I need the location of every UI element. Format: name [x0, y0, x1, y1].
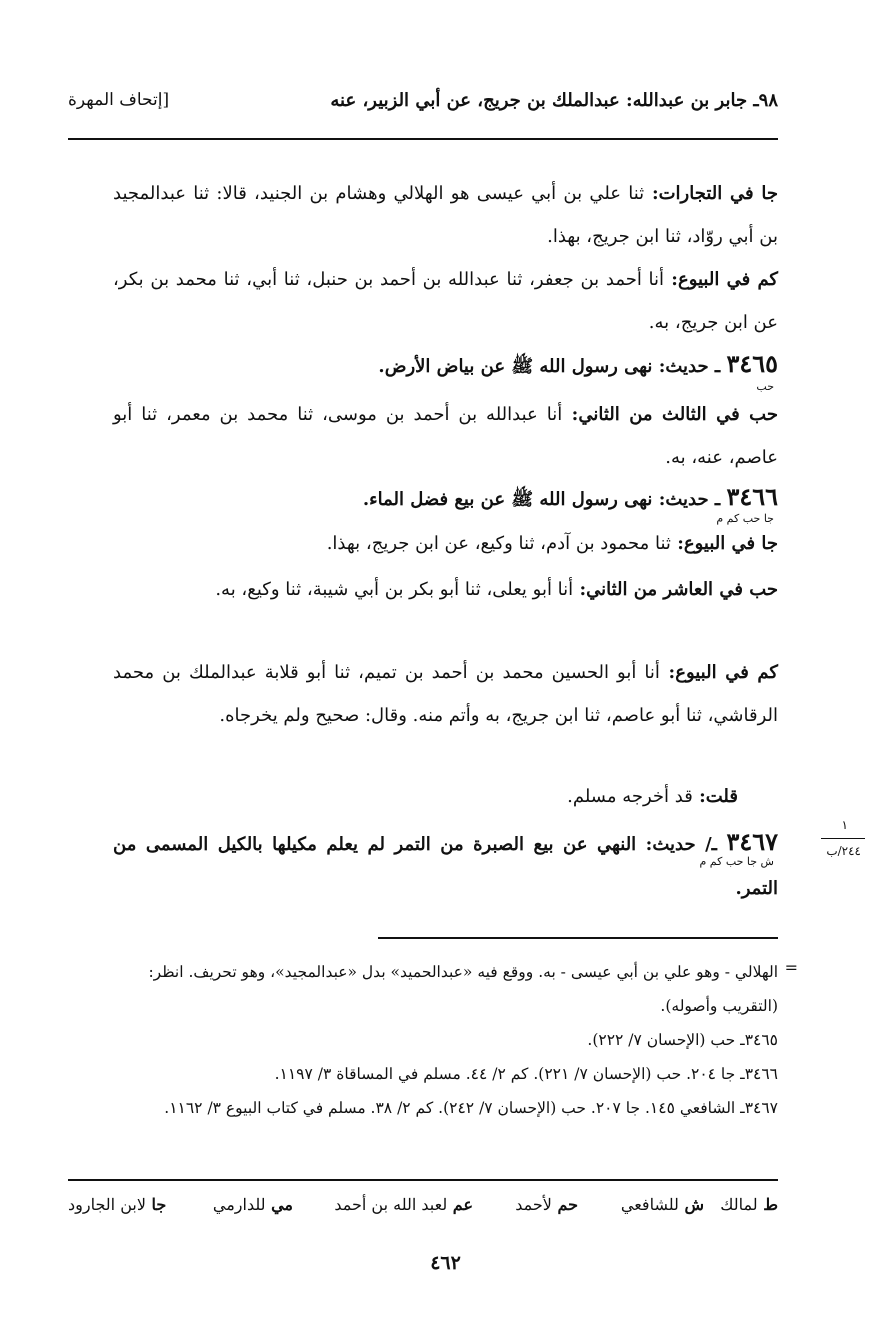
hadith-sources: جا حب كم م [716, 512, 774, 525]
abbr-code: ط [763, 1195, 778, 1214]
hadith-sources: حب [756, 380, 774, 393]
abbr-shafii [621, 1195, 704, 1214]
abbr-name: للدارمي [212, 1195, 266, 1214]
running-header-book: [إتحاف المهرة [68, 90, 170, 110]
hadith-heading-3467 [113, 820, 778, 911]
abbr-ahmad [515, 1195, 578, 1214]
page-number: ٤٦٢ [430, 1252, 461, 1274]
abbr-jarud [68, 1195, 166, 1214]
paragraph-text: أنا عبدالله بن أحمد بن موسى، ثنا محمد بن معمر، ثنا أبو عاصم، عنه، به. [113, 404, 778, 468]
running-header-title: ٩٨ـ جابر بن عبدالله: عبدالملك بن جريج، عن أبي الزبير، عنه [330, 90, 778, 111]
footnote-3465: ٣٤٦٥ـ حب (الإحسان ٧/ ٢٢٢). [587, 1031, 778, 1049]
source-lead: حب في العاشر من الثاني: [573, 579, 778, 600]
footnote-continuation-mark: = [784, 958, 798, 977]
hadith-title: ـ/ حديث: النهي عن بيع الصبرة من التمر لم يعلم مكيلها بالكيل المسمى من التمر. [113, 834, 778, 899]
abbr-name: لعبد الله بن أحمد [334, 1195, 448, 1214]
source-lead: كم في البيوع: [664, 269, 778, 290]
paragraph-text: ثنا محمود بن آدم، ثنا وكيع، عن ابن جريج، بهذا. [326, 533, 671, 554]
source-lead: كم في البيوع: [659, 662, 778, 683]
abbr-code: حم [557, 1195, 578, 1214]
paragraph-text: أنا أحمد بن جعفر، ثنا عبدالله بن أحمد بن حنبل، ثنا أبي، ثنا محمد بن بكر، عن ابن جريج، به. [113, 269, 778, 333]
abbr-code: جا [151, 1195, 167, 1214]
abbr-darimi [213, 1195, 293, 1214]
footnote-3467: ٣٤٦٧ـ الشافعي ١٤٥. جا ٢٠٧. حب (الإحسان ٧/ ٢٤٢). كم ٢/ ٣٨. مسلم في كتاب البيوع ٣/ ١١٦٢. [164, 1099, 778, 1117]
source-lead: جا في التجارات: [644, 183, 779, 204]
paragraph-1 [113, 172, 778, 258]
abbr-malik [720, 1195, 778, 1214]
hadith-number: ٣٤٦٥ [726, 349, 778, 378]
abbr-name: لمالك [720, 1195, 758, 1214]
hadith-number: ٣٤٦٧ [726, 827, 778, 856]
source-lead: جا في البيوع: [670, 533, 778, 554]
hadith-title: ـ حديث: نهى رسول الله ﷺ عن بياض الأرض. [378, 356, 721, 377]
paragraph-2 [113, 258, 778, 344]
paragraph-6 [113, 651, 778, 737]
margin-ref-rule [821, 838, 865, 839]
paragraph-7 [113, 775, 738, 818]
paragraph-text: أنا أبو الحسين محمد بن أحمد بن تميم، ثنا أبو قلابة عبدالملك بن محمد الرقاشي، ثنا أبو عاصم، ثنا ابن جريج، به وأتم منه. وقال: صحيح ولم يخرجاه. [113, 662, 778, 726]
paragraph-text: ثنا علي بن أبي عيسى هو الهلالي وهشام بن الجنيد، قالا: ثنا عبدالمجيد بن أبي روّاد، ثنا ابن جريج، بهذا. [113, 183, 778, 247]
abbr-code: ش [684, 1195, 704, 1214]
abbr-abdullah [334, 1195, 473, 1214]
paragraph-5 [113, 568, 778, 611]
footnote-rule [378, 937, 778, 939]
abbreviations-rule [68, 1179, 778, 1181]
source-lead: حب في الثالث من الثاني: [562, 404, 778, 425]
abbr-name: للشافعي [620, 1195, 679, 1214]
hadith-heading-3465 [378, 344, 778, 387]
paragraph-text: أنا أبو يعلى، ثنا أبو بكر بن أبي شيبة، ثنا وكيع، به. [215, 579, 574, 600]
footnote-0: الهلالي - وهو علي بن أبي عيسى - به. ووقع فيه «عبدالحميد» بدل «عبدالمجيد»، وهو تحريف. انظر: (التقريب وأصوله). [148, 963, 778, 1015]
hadith-title: ـ حديث: نهى رسول الله ﷺ عن بيع فضل الماء. [362, 489, 721, 510]
header-rule [68, 138, 778, 140]
paragraph-4 [113, 522, 778, 565]
abbr-code: مي [271, 1195, 293, 1214]
footnote-3466: ٣٤٦٦ـ جا ٢٠٤. حب (الإحسان ٧/ ٢٢١). كم ٢/ ٤٤. مسلم في المساقاة ٣/ ١١٩٧. [274, 1065, 778, 1083]
hadith-sources: ش جا حب كم م [699, 855, 774, 868]
paragraph-3 [113, 393, 778, 479]
abbr-code: عم [452, 1195, 473, 1214]
source-lead: قلت: [692, 786, 738, 807]
margin-ref-number: ١ [841, 818, 848, 832]
abbr-name: لابن الجارود [68, 1195, 146, 1214]
abbr-name: لأحمد [515, 1195, 552, 1214]
margin-ref-folio: ٢٤٤/ب [826, 844, 861, 858]
paragraph-text: قد أخرجه مسلم. [567, 786, 693, 807]
hadith-number: ٣٤٦٦ [726, 482, 778, 511]
